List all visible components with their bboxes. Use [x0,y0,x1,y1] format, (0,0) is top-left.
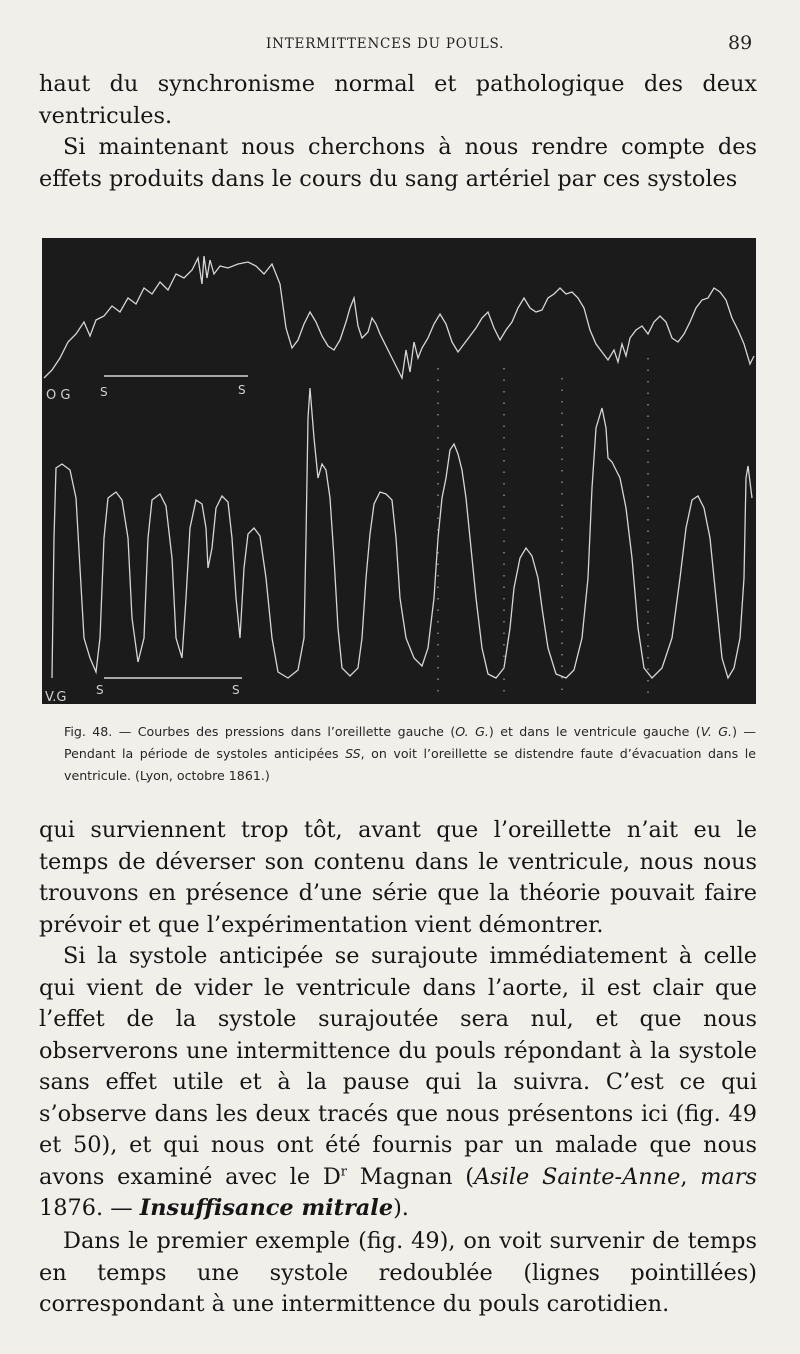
lower-marker-end: S [232,683,240,697]
caption-italic-vg: V. G. [700,724,733,739]
paragraph-4-superscript: r [340,1164,347,1180]
paragraph-4-bold-italic: Insuffisance mitrale [139,1195,394,1221]
page-number: 89 [728,32,753,54]
paragraph-3: qui surviennent trop tôt, avant que l’oreillette n’ait eu le temps de déverser son contenu dans le ventricule, nous nous trouvons en présence d’une série que la théorie pouvait faire prévoir et que l’expérimentation vient démontrer. [39,817,757,938]
paragraph-2: Si maintenant nous cherchons à nous rendre compte des effets produits dans le cours du sang artériel par ces systoles [39,134,757,192]
caption-italic-ss: SS [345,746,361,761]
paragraph-4-text-b: Magnan ( [347,1163,475,1190]
caption-text-4: , on voit l’oreillette se distendre faute d’évacuation dans le ventricule. (Lyon, octobre 1861.) [64,746,756,783]
paragraph-4-text-a: Si la systole anticipée se surajoute immédiatement à celle qui vient de vider le ventricule dans l’aorte, il est clair que l’effet de la systole surajoutée sera nul, et que nous observerons une intermittence du pouls répondant à la systole sans effet utile et à la pause qui la suivra. C’est ce qui s’observe dans les deux tracés que nous présentons ici (fig. 49 et 50), et qui nous ont été fournis par un malade que nous avons examiné avec le D [39,943,757,1190]
figure-caption [64,721,756,787]
running-title: INTERMITTENCES DU POULS. [266,36,505,52]
upper-marker-start: S [100,385,108,399]
caption-text-3: ) — Pendant la période de systoles anticipées [64,724,756,761]
lower-marker-start: S [96,683,104,697]
lower-trace-label: V.G [45,690,67,704]
caption-text-2: ) et dans le ventricule gauche ( [488,724,701,739]
upper-trace-label: O G [46,388,71,403]
paragraph-1: haut du synchronisme normal et pathologique des deux ventricules. [39,71,757,129]
upper-marker-end: S [238,383,246,397]
caption-italic-og: O. G. [455,724,489,739]
plate-background [42,238,756,704]
paragraph-4-text-d: 1876. — [39,1195,140,1221]
paragraph-4 [39,941,757,1225]
paragraph-5: Dans le premier exemple (fig. 49), on voit survenir de temps en temps une systole redoublée (lignes pointillées) correspondant à une intermittence du pouls carotidien. [39,1228,757,1317]
caption-text-1: — Courbes des pressions dans l’oreillette gauche ( [112,724,456,739]
paragraph-4-italic-asile: Asile Sainte-Anne [474,1163,681,1190]
paragraph-4-text-c: , [680,1163,701,1190]
paragraph-4-text-e: ). [393,1195,409,1221]
running-head [0,34,800,58]
tracing-plate [42,238,756,704]
caption-fig-label: Fig. 48. [64,724,113,739]
paragraph-4-italic-mars: mars [700,1163,757,1190]
figure-pressure-tracings [42,238,756,704]
